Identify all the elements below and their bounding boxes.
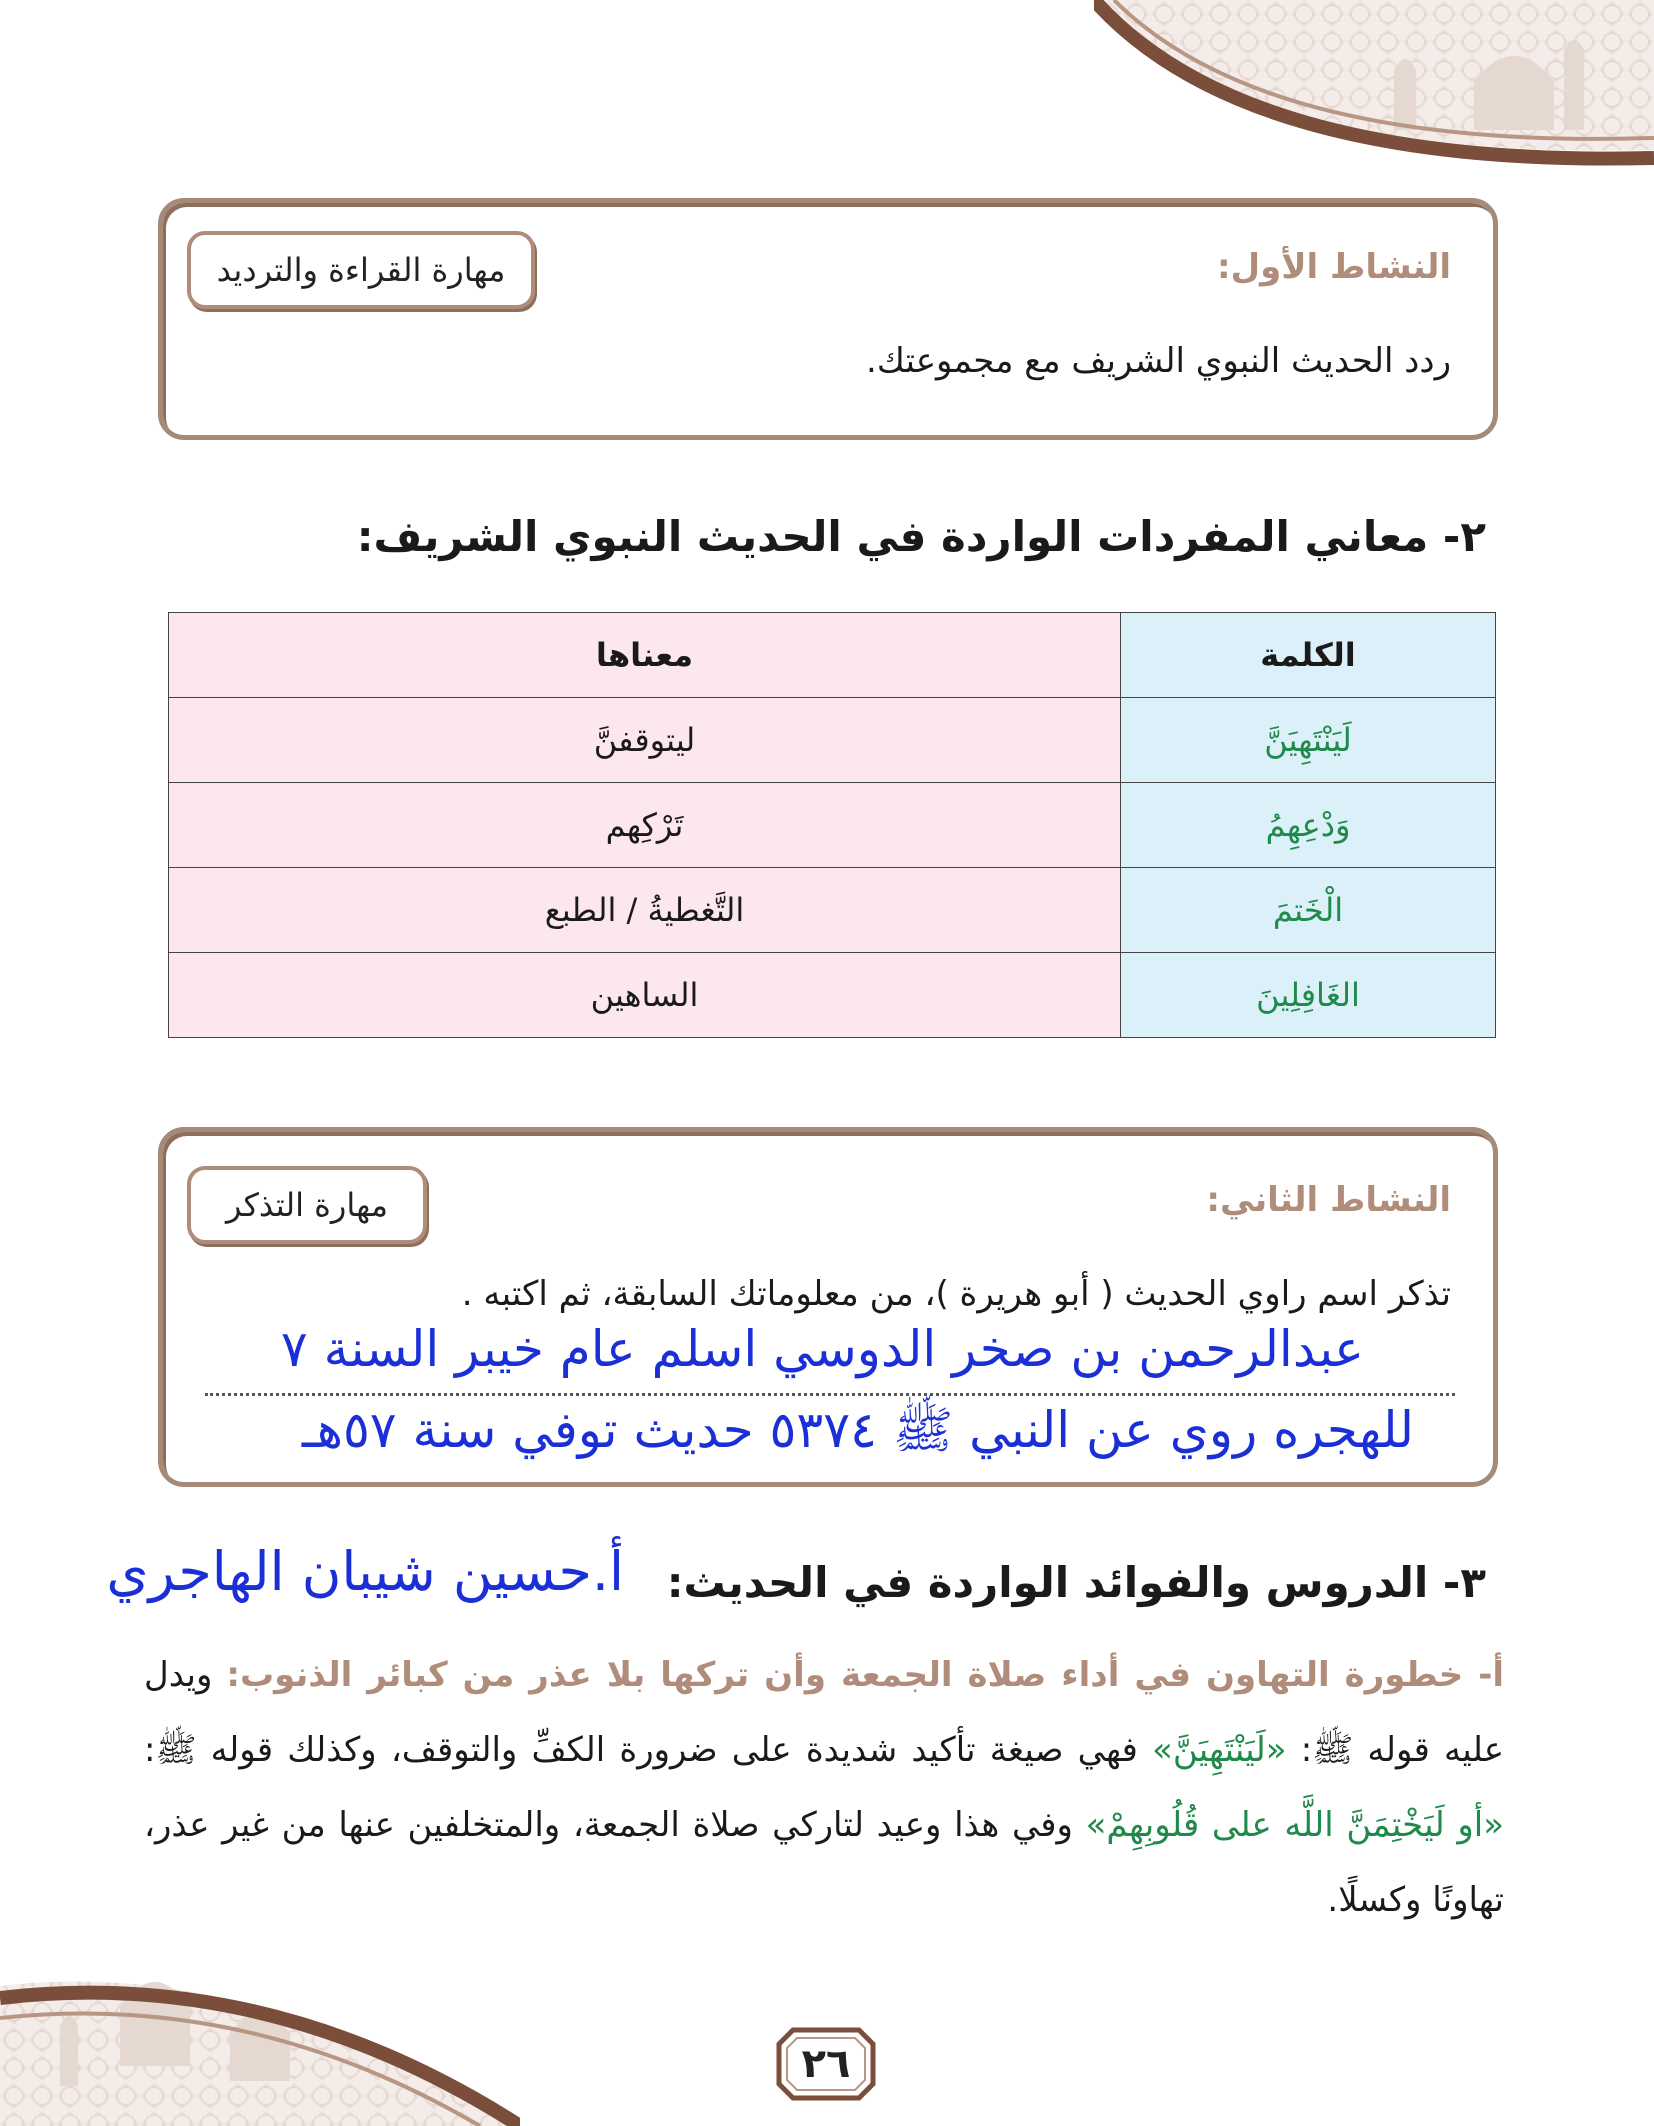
table-row	[169, 698, 1496, 783]
vocabulary-table	[168, 612, 1496, 1038]
handwritten-answer-line-1: عبدالرحمن بن صخر الدوسي اسلم عام خيبر السنة ٧	[280, 1320, 1364, 1378]
table-header-row	[169, 613, 1496, 698]
lesson-a-text-3: وفي هذا وعيد لتاركي صلاة الجمعة، والمتخلفين عنها من غير عذر، تهاونًا وكسلًا.	[144, 1805, 1504, 1920]
activity-1-title: النشاط الأول:	[1216, 247, 1451, 287]
meaning-cell: التَّغطيةُ / الطبع	[169, 868, 1121, 953]
author-note: أ.حسين شيبان الهاجري	[106, 1540, 624, 1603]
top-decoration	[1094, 0, 1654, 170]
activity-2-title: النشاط الثاني:	[1206, 1180, 1451, 1220]
activity-1-instruction: ردد الحديث النبوي الشريف مع مجموعتك.	[866, 341, 1451, 381]
table-row	[169, 868, 1496, 953]
meaning-cell: تَرْكِهم	[169, 783, 1121, 868]
page-number-text: ٢٦	[801, 2041, 851, 2087]
section-3-heading: ٣- الدروس والفوائد الواردة في الحديث:	[666, 1558, 1486, 1607]
word-cell: وَدْعِهِمُ	[1121, 783, 1496, 868]
word-cell: الْخَتمَ	[1121, 868, 1496, 953]
lesson-a-paragraph	[144, 1638, 1504, 1938]
handwritten-answer-line-2: للهجره روي عن النبي ﷺ ٥٣٧٤ حديث توفي سنة ٥٧هـ	[301, 1401, 1414, 1459]
activity-2-instruction: تذكر اسم راوي الحديث ( أبو هريرة )، من معلوماتك السابقة، ثم اكتبه .	[461, 1274, 1451, 1314]
word-cell: الغَافِلِينَ	[1121, 953, 1496, 1038]
lesson-a-text-2: فهي صيغة تأكيد شديدة على ضرورة الكفِّ والتوقف، وكذلك قوله ﷺ:	[144, 1730, 1138, 1770]
activity-2-skill: مهارة التذكر	[187, 1166, 427, 1244]
lesson-a-text-1: ويدل عليه قوله ﷺ:	[144, 1655, 1505, 1770]
table-row	[169, 783, 1496, 868]
table-row	[169, 953, 1496, 1038]
meaning-cell: ليتوقفنَّ	[169, 698, 1121, 783]
lesson-a-title: أ- خطورة التهاون في أداء صلاة الجمعة وأن تركها بلا عذر من كبائر الذنوب:	[226, 1655, 1504, 1695]
answer-dotted-line	[205, 1393, 1455, 1396]
header-word: الكلمة	[1121, 613, 1496, 698]
page-number	[773, 2024, 879, 2104]
meaning-cell: الساهين	[169, 953, 1121, 1038]
activity-1-skill: مهارة القراءة والترديد	[187, 231, 535, 309]
activity-1-box	[158, 198, 1498, 440]
word-cell: لَيَنْتَهِيَنَّ	[1121, 698, 1496, 783]
lesson-a-quote-2: «أو لَيَخْتِمَنَّ اللَّه على قُلُوبِهِمْ»	[1085, 1805, 1505, 1845]
header-meaning: معناها	[169, 613, 1121, 698]
lesson-a-quote-1: «لَيَنْتَهِيَنَّ»	[1152, 1730, 1287, 1770]
section-2-heading: ٢- معاني المفردات الواردة في الحديث النبوي الشريف:	[356, 512, 1486, 561]
